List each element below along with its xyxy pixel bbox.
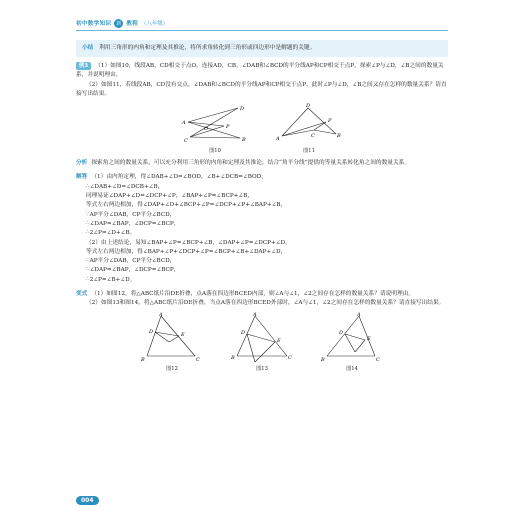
new-badge: 新 <box>116 20 122 27</box>
variant <box>76 290 448 309</box>
fig10-label-o: O <box>204 126 209 133</box>
header-grade: （八年级） <box>141 21 169 27</box>
fig12-label-c: C <box>196 356 200 363</box>
fig13-label-e: E <box>277 337 281 344</box>
fig14-label-e: E <box>367 335 371 342</box>
analysis-text: 探索角之间的数量关系，可以充分利用三角形的内角和定理及其推论，结合“角平分线”提供的等量关系转化角之间的数量关系。 <box>91 160 411 167</box>
fig12-caption: 图12 <box>166 365 178 372</box>
fig14-label-a: A <box>357 311 361 318</box>
figure-12 <box>139 312 205 372</box>
fig10-label-a: A <box>182 120 186 127</box>
running-header <box>76 16 448 31</box>
figure-13-diagram <box>229 312 295 364</box>
example-3 <box>76 62 448 99</box>
fig13-label-d: D <box>241 329 246 336</box>
figure-10-diagram <box>180 102 250 146</box>
variant-q2: （2）如图13和图14，将△ABC纸片沿DE折叠，当点A落在四边形BCED外部时，∠A与∠1，∠2之间存在怎样的数量关系？请直接写出结果。 <box>86 300 445 307</box>
solution-line: ∴∠DAP=∠BAP，∠DCP=∠BCP， <box>86 267 180 274</box>
fig14-label-b: B <box>321 356 325 363</box>
figures-10-11 <box>76 102 448 154</box>
solution-line: ∴2∠P=∠B+∠D。 <box>86 276 136 283</box>
fig10-label-b: B <box>242 137 246 144</box>
solution-line: ∵AP平分∠DAB，CP平分∠BCD， <box>86 211 176 218</box>
figure-13 <box>229 312 295 372</box>
fig10-label-p: P <box>226 124 230 131</box>
fig11-label-b: B <box>337 133 341 140</box>
solution-line: 等式左右两边相加，得∠BAP+∠P+∠DCP+∠P=∠BCP+∠B+∠DAP+∠D， <box>86 248 287 255</box>
example-q1: （1）如图10，线段AB，CD相交于点O，连接AD，CB，∠DAB和∠BCD的平分线AP和CP相交于点P，探索∠P与∠D，∠B之间的数量关系，并说明理由。 <box>76 63 444 79</box>
solution-line: （1）由内角定理，得∠DAB+∠D=∠BOD，∠B+∠DCB=∠BOD， <box>91 174 267 181</box>
fig13-label-c: C <box>288 354 292 361</box>
page-number: 004 <box>76 496 99 505</box>
figures-12-14 <box>76 312 448 372</box>
fig12-label-a: A <box>159 311 163 318</box>
example-tag: 例3 <box>76 62 91 70</box>
fig14-caption: 图14 <box>346 365 358 372</box>
fig11-label-c: C <box>311 133 315 140</box>
figure-11 <box>274 102 344 154</box>
summary-tag: 小结 <box>82 45 94 51</box>
solution-line: 同理易证∠DAP+∠D=∠DCP+∠P，∠BAP+∠P=∠BCP+∠B， <box>86 193 254 200</box>
fig11-caption: 图11 <box>303 148 315 155</box>
variant-tag: 变式 <box>76 291 88 298</box>
header-title-2: 教程 <box>126 21 139 27</box>
analysis-tag: 分析 <box>76 160 88 167</box>
variant-q1: （1）如图12，将△ABC纸片沿DE折叠，点A落在四边形BCED内部，则∠A与∠1，∠2之间存在怎样的数量关系？请说明理由。 <box>91 291 415 298</box>
fig12-label-b: B <box>141 356 145 363</box>
figure-12-diagram <box>139 312 205 364</box>
fig14-label-d: D <box>339 329 344 336</box>
solution-line: ∴2∠P=∠D+∠B。 <box>86 230 136 237</box>
fig10-caption: 图10 <box>209 148 221 155</box>
summary-box <box>76 40 448 57</box>
analysis <box>76 159 448 168</box>
solution-tag: 解答 <box>76 174 88 181</box>
fig10-label-c: C <box>184 138 188 145</box>
figure-10 <box>180 102 250 154</box>
solution-line: ∵AP平分∠DAB，CP平分∠BCD， <box>86 258 176 265</box>
example-q2: （2）如图11，若线段AB，CD没有交点，∠DAB和∠BCD的平分线AP和CP相交于点P，此时∠P与∠D，∠B之间又存在怎样的数量关系？请直接写出结果。 <box>76 81 447 97</box>
summary-text: 利用三角形的内角和定理及其推论，将所求角转化到三角形或四边形中是解题的关键。 <box>99 45 316 51</box>
fig11-label-d: D <box>306 103 311 110</box>
textbook-page <box>76 16 448 506</box>
figure-14-diagram <box>319 312 385 364</box>
header-title: 初中数学知识 <box>76 21 112 27</box>
fig10-label-d: D <box>240 106 245 113</box>
figure-11-diagram <box>274 102 344 146</box>
solution <box>76 173 448 285</box>
fig11-label-a: A <box>276 136 280 143</box>
fig11-label-p: P <box>328 118 332 125</box>
fig13-label-a: A <box>253 311 257 318</box>
solution-line: ∴∠DAP=∠BAP，∠DCP=∠BCP， <box>86 220 180 227</box>
fig14-label-c: C <box>376 356 380 363</box>
fig12-label-e: E <box>181 331 185 338</box>
fig13-caption: 图13 <box>256 365 268 372</box>
solution-line: （2）由上述结论，易知∠BAP+∠P=∠BCP+∠B，∠DAP+∠P=∠DCP+∠D， <box>86 239 291 246</box>
solution-line: 等式左右两边相加，得∠DAP+∠D+∠BCP+∠P=∠DCP+∠P+∠BAP+∠B， <box>86 202 287 209</box>
solution-line: ∴∠DAB+∠D=∠DCB+∠B， <box>86 183 164 190</box>
fig13-label-b: B <box>231 354 235 361</box>
figure-14 <box>319 312 385 372</box>
page-footer <box>76 496 99 505</box>
fig12-label-d: D <box>149 328 154 335</box>
